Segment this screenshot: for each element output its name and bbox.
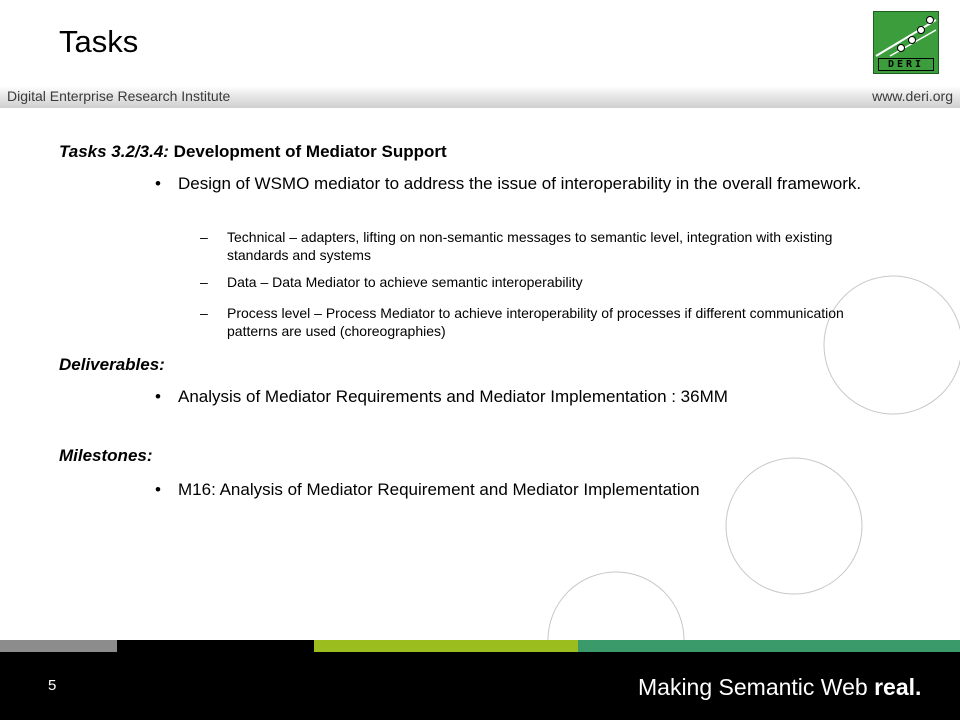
footer-color-segment bbox=[314, 640, 578, 652]
footer-color-segment bbox=[578, 640, 960, 652]
footer-color-segment bbox=[117, 640, 314, 652]
footer-color-segment bbox=[0, 640, 117, 652]
task-heading-number: Tasks 3.2/3.4: bbox=[59, 142, 169, 161]
institute-url: www.deri.org bbox=[872, 88, 953, 104]
sub-bullet-text: Process level – Process Mediator to achieve interoperability of processes if different communication patterns are used (choreographies) bbox=[227, 305, 844, 339]
milestones-heading bbox=[59, 446, 153, 466]
bullet-glyph: • bbox=[155, 174, 161, 193]
sub-bullet-text: Data – Data Mediator to achieve semantic interoperability bbox=[227, 274, 583, 290]
sub-bullet-text: Technical – adapters, lifting on non-semantic messages to semantic level, integration with existing standards and systems bbox=[227, 229, 833, 263]
bullet-text: M16: Analysis of Mediator Requirement and Mediator Implementation bbox=[178, 480, 700, 499]
deliverables-heading-text: Deliverables: bbox=[59, 355, 165, 374]
milestones-heading-text: Milestones: bbox=[59, 446, 153, 465]
slogan-text: Making Semantic Web bbox=[638, 674, 875, 700]
slide-title: Tasks bbox=[59, 24, 139, 59]
bullet-text: Design of WSMO mediator to address the issue of interoperability in the overall framework. bbox=[178, 174, 862, 193]
dash-glyph: – bbox=[200, 229, 208, 245]
slogan-emphasis: real. bbox=[874, 674, 922, 700]
footer-color-strip bbox=[0, 640, 960, 652]
bullet-glyph: • bbox=[155, 480, 161, 499]
task-heading-title: Development of Mediator Support bbox=[168, 142, 447, 161]
deri-logo-text: DERI bbox=[878, 58, 934, 71]
dash-glyph: – bbox=[200, 274, 208, 290]
footer-slogan bbox=[638, 674, 921, 701]
page-number: 5 bbox=[48, 677, 57, 694]
dash-glyph: – bbox=[200, 305, 208, 321]
deliverables-heading bbox=[59, 355, 165, 375]
bullet-glyph: • bbox=[155, 387, 161, 406]
institute-name: Digital Enterprise Research Institute bbox=[7, 88, 231, 104]
task-heading bbox=[59, 142, 447, 162]
bullet-text: Analysis of Mediator Requirements and Mediator Implementation : 36MM bbox=[178, 387, 728, 406]
